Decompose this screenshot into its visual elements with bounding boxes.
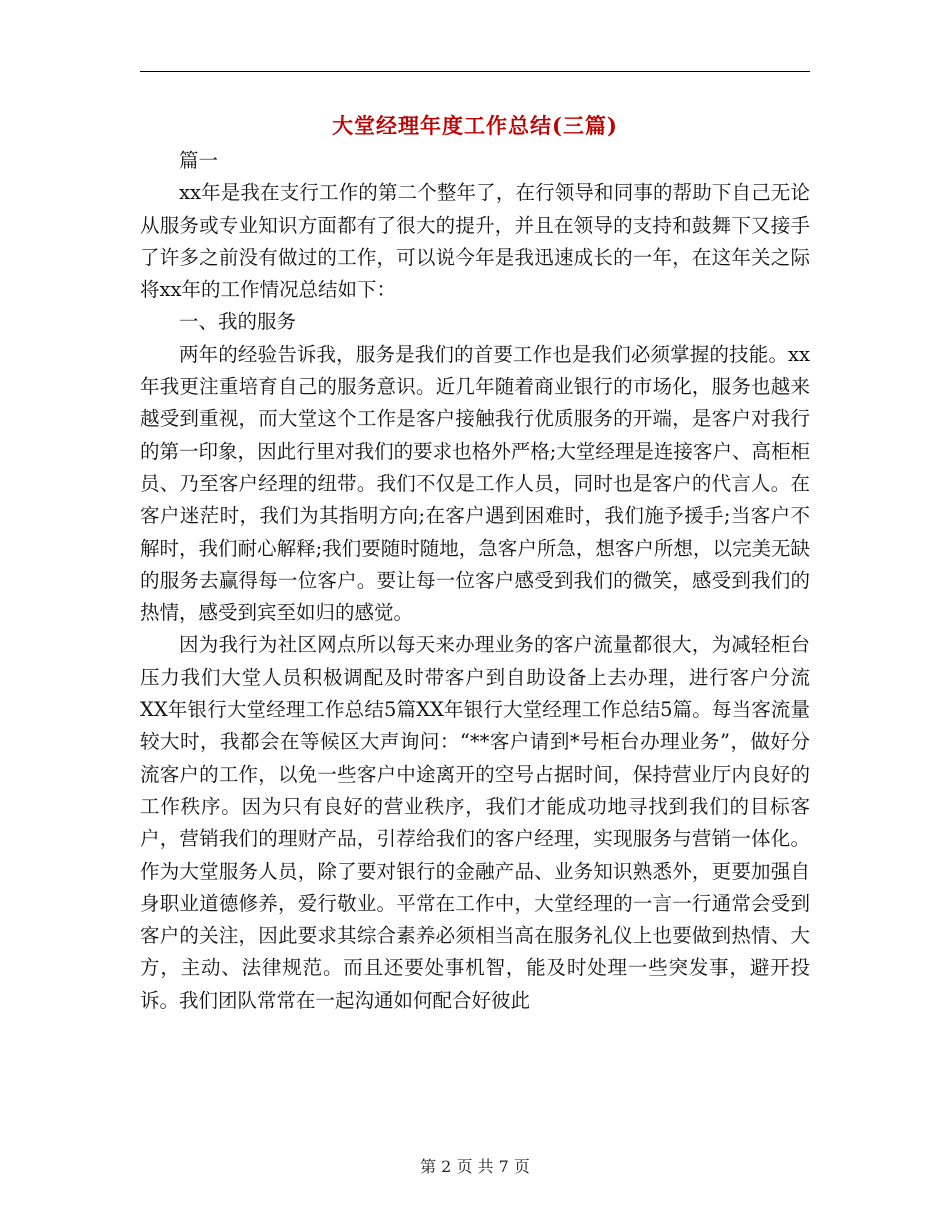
section-heading: 一、我的服务: [179, 310, 297, 334]
document-title: 大堂经理年度工作总结(三篇): [332, 113, 618, 138]
paragraph: 两年的经验告诉我，服务是我们的首要工作也是我们必须掌握的技能。xx年我更注重培育自己的服务意识。近几年随着商业银行的市场化，服务也越来越受到重视，而大堂这个工作是客户接触我行优质服务的开端，是客户对我行的第一印象，因此行里对我们的要求也格外严格;大堂经理是连接客户、高柜柜员、乃至客户经理的纽带。我们不仅是工作人员，同时也是客户的代言人。在客户迷茫时，我们为其指明方向;在客户遇到困难时，我们施予援手;当客户不解时，我们耐心解释;我们要随时随地，急客户所急，想客户所想，以完美无缺的服务去赢得每一位客户。要让每一位客户感受到我们的微笑，感受到我们的热情，感受到宾至如归的感觉。: [140, 342, 810, 625]
paragraph: 因为我行为社区网点所以每天来办理业务的客户流量都很大，为减轻柜台压力我们大堂人员积极调配及时带客户到自助设备上去办理，进行客户分流XX年银行大堂经理工作总结5篇XX年银行大堂经理工作总结5篇。每当客流量较大时，我都会在等候区大声询问：“**客户请到*号柜台办理业务”，做好分流客户的工作，以免一些客户中途离开的空号占据时间，保持营业厅内良好的工作秩序。因为只有良好的营业秩序，我们才能成功地寻找到我们的目标客户，营销我们的理财产品，引荐给我们的客户经理，实现服务与营销一体化。作为大堂服务人员，除了要对银行的金融产品、业务知识熟悉外，更要加强自身职业道德修养，爱行敬业。平常在工作中，大堂经理的一言一行通常会受到客户的关注，因此要求其综合素养必须相当高在服务礼仪上也要做到热情、大方，主动、法律规范。而且还要处事机智，能及时处理一些突发事，避开投诉。我们团队常常在一起沟通如何配合好彼此: [140, 633, 810, 1012]
paragraph: xx年是我在支行工作的第二个整年了，在行领导和同事的帮助下自己无论从服务或专业知识方面都有了很大的提升，并且在领导的支持和鼓舞下又接手了许多之前没有做过的工作，可以说今年是我迅速成长的一年，在这年关之际将xx年的工作情况总结如下：: [140, 181, 810, 302]
document-body: [140, 145, 810, 1017]
page-footer: 第 2 页 共 7 页: [420, 1157, 530, 1176]
header-rule: [140, 71, 810, 72]
section-heading: 篇一: [179, 149, 219, 172]
